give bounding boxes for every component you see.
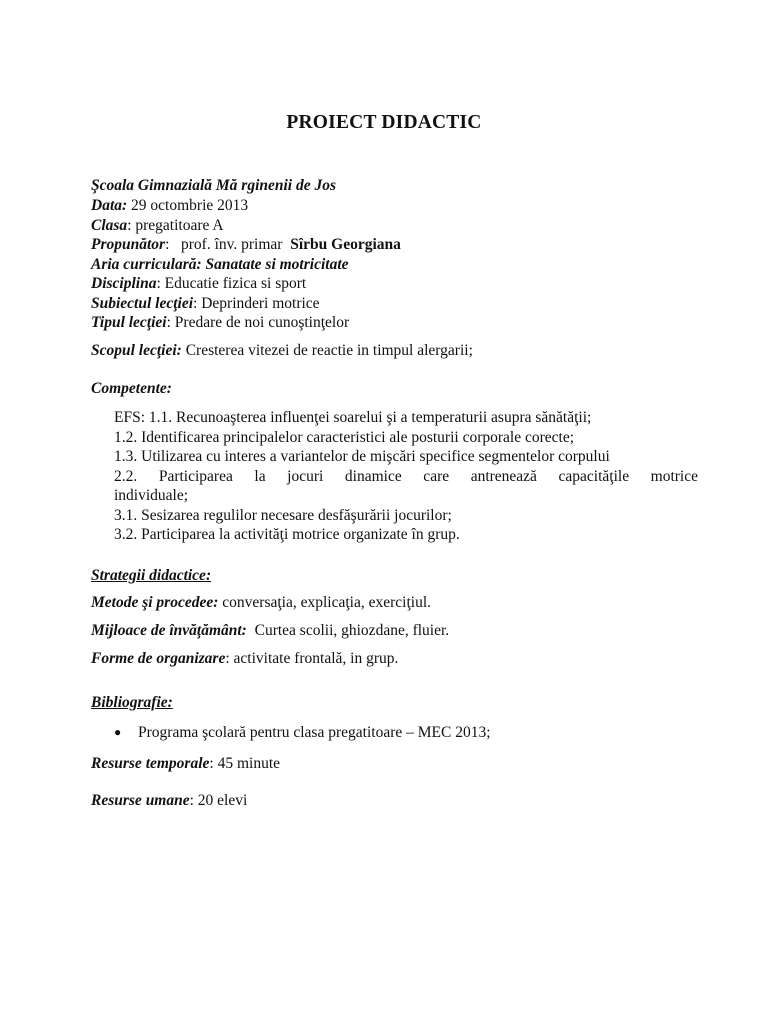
human-resources-label: Resurse umane — [91, 792, 190, 809]
proposer-label: Propunător — [91, 236, 166, 253]
time-resources-value: : 45 minute — [209, 755, 281, 772]
competences-heading — [91, 379, 172, 399]
forms-line — [91, 649, 398, 669]
class-value: : pregatitoare A — [127, 217, 224, 234]
proposer-prefix: : prof. înv. primar — [165, 236, 291, 253]
forms-value: : activitate frontală, in grup. — [225, 650, 399, 667]
competences-label: Competente: — [91, 380, 172, 397]
bullet-icon: ● — [114, 725, 122, 739]
class-label: Clasa — [91, 217, 128, 234]
discipline-label: Disciplina — [91, 275, 157, 292]
means-value: Curtea scolii, ghiozdane, fluier. — [246, 622, 450, 639]
human-resources-value: : 20 elevi — [189, 792, 248, 809]
area-label: Aria curriculară — [91, 256, 197, 273]
subject-line — [91, 294, 320, 314]
strategies-label: Strategii didactice: — [91, 567, 212, 584]
discipline-line — [91, 274, 306, 294]
competence-item: 2.2. Participarea la jocuri dinamice care antrenează capacităţile motrice — [114, 467, 698, 485]
bibliography-item-text: Programa şcolară pentru clasa pregatitoare – MEC 2013; — [138, 724, 491, 741]
type-label: Tipul lecţiei — [91, 314, 167, 331]
scope-value: Cresterea vitezei de reactie in timpul alergarii; — [181, 342, 473, 359]
proposer-line — [91, 235, 401, 255]
document-title: PROIECT DIDACTIC — [286, 112, 482, 133]
type-line — [91, 313, 349, 333]
area-value: : Sanatate si motricitate — [196, 256, 349, 273]
competence-item: 3.1. Sesizarea regulilor necesare desfăşurării jocurilor; — [114, 506, 452, 524]
means-line — [91, 621, 449, 641]
bibliography-heading — [91, 693, 173, 713]
human-resources-line — [91, 791, 247, 811]
proposer-name: Sîrbu Georgiana — [290, 236, 401, 253]
competence-item: 3.2. Participarea la activităţi motrice organizate în grup. — [114, 526, 460, 543]
date-label: Data: — [91, 197, 128, 214]
means-label: Mijloace de învăţământ: — [91, 622, 247, 639]
discipline-value: : Educatie fizica si sport — [156, 275, 307, 292]
competence-item: individuale; — [114, 487, 189, 504]
competence-item: 1.2. Identificarea principalelor caracteristici ale posturii corporale corecte; — [114, 428, 575, 446]
school-line — [91, 176, 336, 196]
methods-value: conversaţia, explicaţia, exerciţiul. — [218, 594, 432, 611]
time-resources-line — [91, 754, 280, 774]
subject-value: : Deprinderi motrice — [193, 295, 320, 312]
subject-label: Subiectul lecţiei — [91, 295, 194, 312]
bibliography-label: Bibliografie: — [91, 694, 173, 711]
competences-list — [114, 408, 698, 545]
time-resources-label: Resurse temporale — [91, 755, 210, 772]
scope-line — [91, 341, 473, 361]
area-line — [91, 255, 349, 275]
date-line — [91, 196, 248, 216]
date-value: 29 octombrie 2013 — [127, 197, 249, 214]
methods-label: Metode şi procedee: — [91, 594, 219, 611]
methods-line — [91, 593, 431, 613]
type-value: : Predare de noi cunoştinţelor — [166, 314, 350, 331]
class-line — [91, 216, 224, 236]
strategies-heading — [91, 566, 211, 586]
scope-label: Scopul lecţiei: — [91, 342, 182, 359]
competence-item: 1.3. Utilizarea cu interes a variantelor de mişcări specifice segmentelor corpului — [114, 448, 610, 465]
forms-label: Forme de organizare — [91, 650, 226, 667]
competence-item: EFS: 1.1. Recunoaşterea influenţei soarelui şi a temperaturii asupra sănătăţii; — [114, 409, 592, 426]
school-name: Şcoala Gimnazială Mă rginenii de Jos — [91, 177, 337, 194]
bibliography-item — [114, 722, 491, 743]
